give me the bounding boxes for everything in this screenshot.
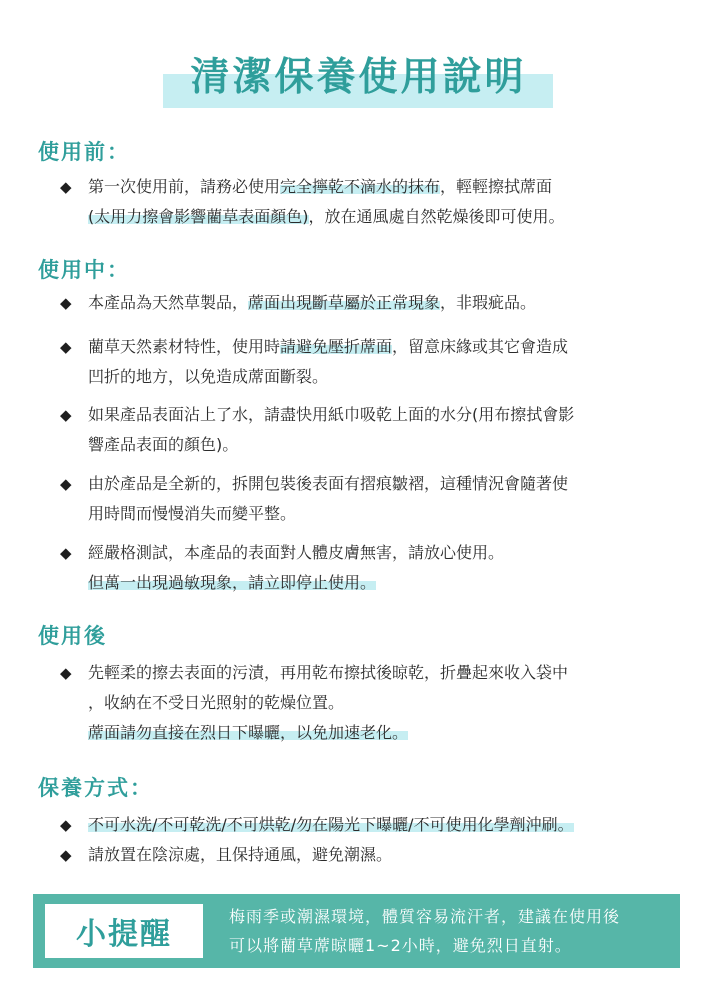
diamond-bullet-icon: ◆ <box>60 406 72 424</box>
diamond-bullet-icon: ◆ <box>60 544 72 562</box>
diamond-bullet-icon: ◆ <box>60 816 72 834</box>
list-item <box>60 840 685 870</box>
section-heading-after-use: 使用後 <box>38 623 107 648</box>
item-line: 請放置在陰涼處，且保持通風，避免潮濕。 <box>88 845 393 864</box>
item-line: 先輕柔的擦去表面的污漬，再用乾布擦拭後晾乾，折疊起來收入袋中 <box>88 663 569 682</box>
item-line: 響產品表面的顏色)。 <box>88 435 239 454</box>
item-line: 如果產品表面沾上了水，請盡快用紙巾吸乾上面的水分(用布擦拭會影 <box>88 405 575 424</box>
list-item <box>60 538 685 598</box>
item-line: 不可水洗/不可乾洗/不可烘乾/勿在陽光下曝曬/不可使用化學劑沖刷。 <box>88 815 574 834</box>
list-item <box>60 658 685 748</box>
diamond-bullet-icon: ◆ <box>60 475 72 493</box>
item-line: 凹折的地方，以免造成蓆面斷裂。 <box>88 367 329 386</box>
diamond-bullet-icon: ◆ <box>60 846 72 864</box>
list-item <box>60 288 685 318</box>
list-item <box>60 469 685 529</box>
item-line: 經嚴格測試，本產品的表面對人體皮膚無害，請放心使用。 <box>88 543 505 562</box>
item-line: 由於產品是全新的，拆開包裝後表面有摺痕皺褶，這種情況會隨著使 <box>88 474 569 493</box>
page-title: 清潔保養使用說明 <box>190 54 527 100</box>
reminder-text <box>229 902 674 960</box>
diamond-bullet-icon: ◆ <box>60 178 72 196</box>
reminder-label-box <box>45 904 203 958</box>
item-line: 藺草天然素材特性，使用時請避免壓折蓆面，留意床緣或其它會造成 <box>88 337 569 356</box>
reminder-label: 小提醒 <box>76 917 172 952</box>
item-line: 蓆面請勿直接在烈日下曝曬，以免加速老化。 <box>88 723 409 742</box>
item-line: 但萬一出現過敏現象，請立即停止使用。 <box>88 573 377 592</box>
diamond-bullet-icon: ◆ <box>60 338 72 356</box>
diamond-bullet-icon: ◆ <box>60 294 72 312</box>
list-item <box>60 172 685 232</box>
reminder-line: 可以將藺草蓆晾曬1~2小時，避免烈日直射。 <box>229 936 572 955</box>
item-line: ，收納在不受日光照射的乾燥位置。 <box>88 693 345 712</box>
diamond-bullet-icon: ◆ <box>60 664 72 682</box>
list-item <box>60 332 685 392</box>
item-line: 用時間而慢慢消失而變平整。 <box>88 504 297 523</box>
reminder-line: 梅雨季或潮濕環境，體質容易流汗者，建議在使用後 <box>229 907 621 926</box>
section-heading-before-use: 使用前： <box>38 139 130 164</box>
title-block <box>0 38 717 112</box>
item-line: 本產品為天然草製品，蓆面出現斷草屬於正常現象，非瑕疵品。 <box>88 293 537 312</box>
section-heading-care-method: 保養方式： <box>38 775 153 800</box>
item-line: (太用力擦會影響藺草表面顏色)，放在通風處自然乾燥後即可使用。 <box>88 207 565 226</box>
list-item <box>60 400 685 460</box>
reminder-box <box>33 894 680 968</box>
list-item <box>60 810 685 840</box>
section-heading-during-use: 使用中： <box>38 257 130 282</box>
item-line: 第一次使用前，請務必使用完全擰乾不滴水的抹布，輕輕擦拭蓆面 <box>88 177 553 196</box>
